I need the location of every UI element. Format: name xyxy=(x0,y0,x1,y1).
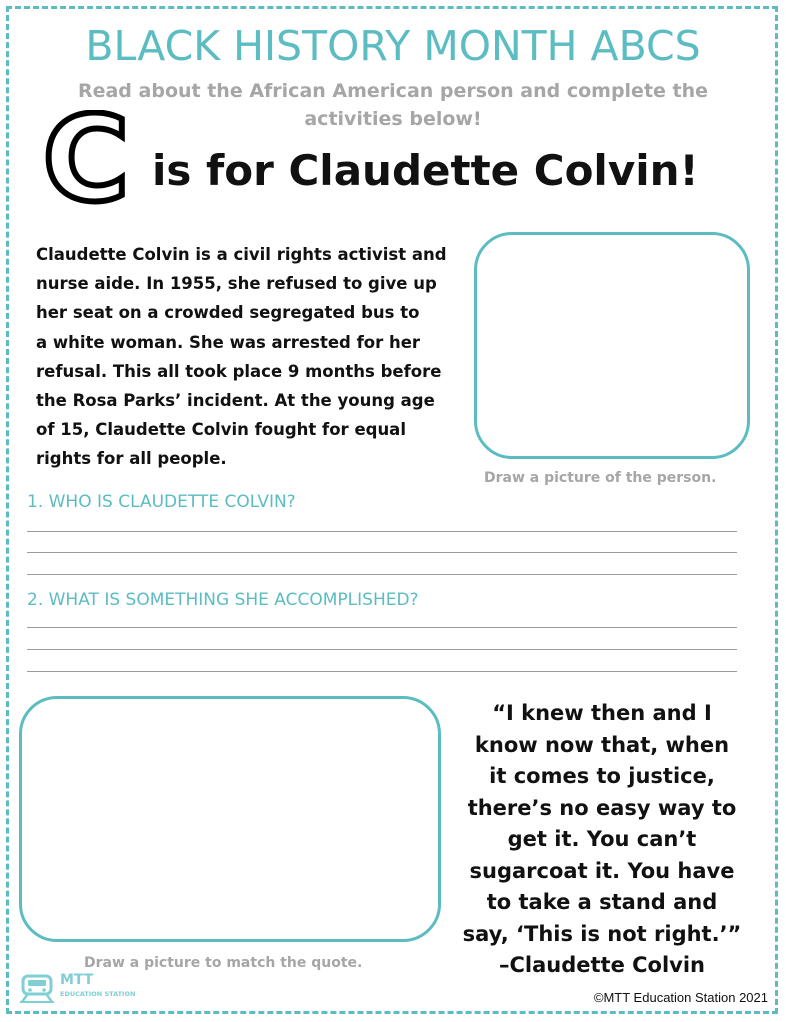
page-subtitle: Read about the African American person and complete the activities below! xyxy=(77,80,709,130)
letter-glyph: C xyxy=(42,110,130,210)
quote-line: sugarcoat it. You have xyxy=(469,858,735,883)
mtt-logo xyxy=(18,972,136,1008)
person-heading: is for Claudette Colvin! xyxy=(152,146,699,195)
bio-line: the Rosa Parks’ incident. At the young age xyxy=(36,391,435,411)
bio-line: refusal. This all took place 9 months before xyxy=(36,361,442,381)
quote-drawing-box[interactable] xyxy=(19,696,441,942)
bio-line: a white woman. She was arrested for her xyxy=(36,332,421,352)
answer-line[interactable] xyxy=(27,552,737,553)
person-drawing-box[interactable] xyxy=(474,232,750,459)
quote-line: to take a stand and xyxy=(486,890,718,914)
bio-line: Claudette Colvin is a civil rights activist and xyxy=(36,245,447,264)
bio-line: her seat on a crowded segregated bus to xyxy=(36,303,420,323)
quote-line: it comes to justice, xyxy=(489,764,715,788)
quote-line: there’s no easy way to xyxy=(467,795,737,820)
answer-line[interactable] xyxy=(27,627,737,628)
bio-line: rights for all people. xyxy=(36,449,227,469)
quote-text xyxy=(450,698,754,982)
bio-line: of 15, Claudette Colvin fought for equal xyxy=(36,420,406,440)
person-drawing-caption: Draw a picture of the person. xyxy=(484,470,717,486)
answer-line[interactable] xyxy=(27,574,737,575)
question-2-label: 2. WHAT IS SOMETHING SHE ACCOMPLISHED? xyxy=(27,590,419,610)
bio-line: nurse aide. In 1955, she refused to give up xyxy=(36,274,437,294)
outlined-letter-c xyxy=(38,110,134,210)
logo-name: MTT xyxy=(60,972,94,988)
answer-line[interactable] xyxy=(27,671,737,672)
quote-line: know now that, when xyxy=(474,732,730,757)
question-1-label: 1. WHO IS CLAUDETTE COLVIN? xyxy=(27,492,296,512)
quote-line: get it. You can’t xyxy=(507,827,697,851)
page-title: BLACK HISTORY MONTH ABCS xyxy=(85,22,701,70)
quote-line: “I knew then and I xyxy=(492,701,712,725)
copyright-notice: ©MTT Education Station 2021 xyxy=(593,990,768,1005)
answer-line[interactable] xyxy=(27,531,737,532)
logo-subtitle: EDUCATION STATION xyxy=(60,990,136,998)
biography-text xyxy=(36,240,470,474)
quote-line: say, ‘This is not right.’” xyxy=(462,921,742,946)
answer-line[interactable] xyxy=(27,649,737,650)
train-icon xyxy=(18,974,56,1004)
quote-drawing-caption: Draw a picture to match the quote. xyxy=(84,955,363,971)
quote-attribution: –Claudette Colvin xyxy=(498,953,705,977)
